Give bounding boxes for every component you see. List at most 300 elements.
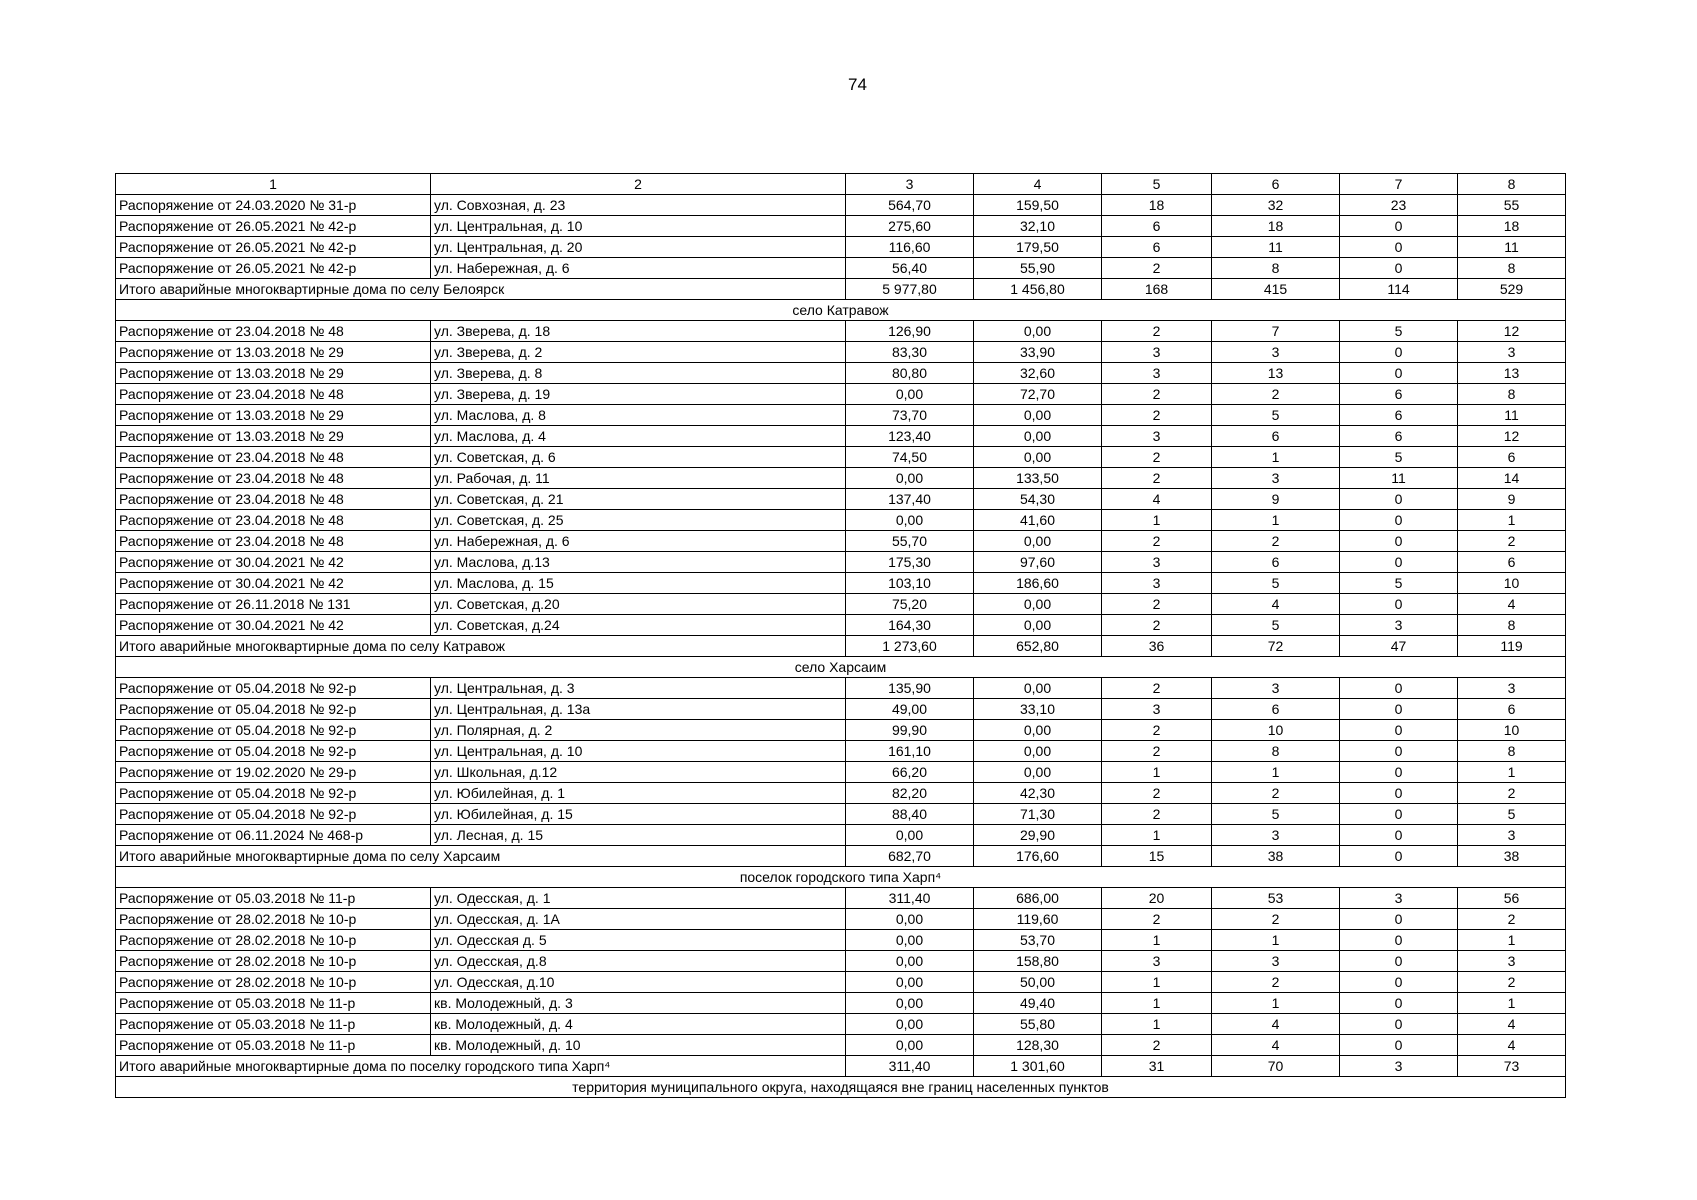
area-cell: 99,90 <box>846 720 974 741</box>
count-cell: 0 <box>1340 363 1458 384</box>
column-header: 3 <box>846 174 974 195</box>
emergency-housing-table <box>115 173 1566 1098</box>
count-cell: 0 <box>1340 720 1458 741</box>
count-cell: 0 <box>1340 762 1458 783</box>
count-cell: 1 <box>1102 930 1212 951</box>
table-row <box>116 615 1566 636</box>
count-cell: 1 <box>1102 510 1212 531</box>
count-cell: 2 <box>1102 531 1212 552</box>
count-cell: 4 <box>1458 1035 1566 1056</box>
order-cell: Распоряжение от 23.04.2018 № 48 <box>116 447 431 468</box>
count-cell: 2 <box>1102 615 1212 636</box>
count-cell: 2 <box>1102 720 1212 741</box>
count-cell: 0 <box>1340 594 1458 615</box>
count-cell: 9 <box>1458 489 1566 510</box>
table-row <box>116 888 1566 909</box>
area-cell: 55,70 <box>846 531 974 552</box>
address-cell: ул. Набережная, д. 6 <box>431 531 846 552</box>
count-cell: 0 <box>1340 678 1458 699</box>
count-cell: 8 <box>1458 384 1566 405</box>
count-cell: 5 <box>1212 615 1340 636</box>
address-cell: ул. Советская, д.24 <box>431 615 846 636</box>
count-cell: 13 <box>1458 363 1566 384</box>
area2-cell: 0,00 <box>974 447 1102 468</box>
section-title: территория муниципального округа, находящаяся вне границ населенных пунктов <box>116 1077 1566 1098</box>
total-value: 0 <box>1340 846 1458 867</box>
table-row <box>116 1014 1566 1035</box>
count-cell: 0 <box>1340 972 1458 993</box>
count-cell: 13 <box>1212 363 1340 384</box>
count-cell: 5 <box>1212 405 1340 426</box>
header-row <box>116 174 1566 195</box>
total-label: Итого аварийные многоквартирные дома по поселку городского типа Харп⁴ <box>116 1056 846 1077</box>
address-cell: ул. Маслова, д.13 <box>431 552 846 573</box>
count-cell: 0 <box>1340 342 1458 363</box>
total-value: 70 <box>1212 1056 1340 1077</box>
order-cell: Распоряжение от 19.02.2020 № 29-р <box>116 762 431 783</box>
table-row <box>116 720 1566 741</box>
address-cell: ул. Одесская, д. 1 <box>431 888 846 909</box>
table-row <box>116 321 1566 342</box>
table-row <box>116 195 1566 216</box>
total-value: 682,70 <box>846 846 974 867</box>
total-value: 5 977,80 <box>846 279 974 300</box>
count-cell: 0 <box>1340 1014 1458 1035</box>
table-row <box>116 405 1566 426</box>
page-number: 74 <box>848 75 867 94</box>
count-cell: 11 <box>1340 468 1458 489</box>
count-cell: 2 <box>1212 972 1340 993</box>
count-cell: 0 <box>1340 993 1458 1014</box>
area-cell: 0,00 <box>846 510 974 531</box>
count-cell: 18 <box>1212 216 1340 237</box>
column-header: 7 <box>1340 174 1458 195</box>
area-cell: 0,00 <box>846 384 974 405</box>
area-cell: 135,90 <box>846 678 974 699</box>
address-cell: кв. Молодежный, д. 10 <box>431 1035 846 1056</box>
count-cell: 3 <box>1102 699 1212 720</box>
area-cell: 80,80 <box>846 363 974 384</box>
count-cell: 0 <box>1340 804 1458 825</box>
section-title: село Харсаим <box>116 657 1566 678</box>
address-cell: ул. Зверева, д. 18 <box>431 321 846 342</box>
order-cell: Распоряжение от 13.03.2018 № 29 <box>116 363 431 384</box>
count-cell: 5 <box>1340 321 1458 342</box>
table-row <box>116 909 1566 930</box>
order-cell: Распоряжение от 23.04.2018 № 48 <box>116 510 431 531</box>
address-cell: ул. Набережная, д. 6 <box>431 258 846 279</box>
count-cell: 53 <box>1212 888 1340 909</box>
count-cell: 3 <box>1458 342 1566 363</box>
area-cell: 0,00 <box>846 1014 974 1035</box>
address-cell: ул. Юбилейная, д. 1 <box>431 783 846 804</box>
count-cell: 1 <box>1458 510 1566 531</box>
address-cell: ул. Советская, д. 6 <box>431 447 846 468</box>
count-cell: 2 <box>1212 783 1340 804</box>
address-cell: ул. Школьная, д.12 <box>431 762 846 783</box>
count-cell: 6 <box>1340 426 1458 447</box>
column-header: 4 <box>974 174 1102 195</box>
order-cell: Распоряжение от 13.03.2018 № 29 <box>116 405 431 426</box>
area2-cell: 42,30 <box>974 783 1102 804</box>
area2-cell: 158,80 <box>974 951 1102 972</box>
table-row <box>116 741 1566 762</box>
count-cell: 8 <box>1212 258 1340 279</box>
area-cell: 56,40 <box>846 258 974 279</box>
count-cell: 8 <box>1458 258 1566 279</box>
area-cell: 175,30 <box>846 552 974 573</box>
address-cell: ул. Советская, д.20 <box>431 594 846 615</box>
address-cell: ул. Юбилейная, д. 15 <box>431 804 846 825</box>
count-cell: 3 <box>1340 615 1458 636</box>
area-cell: 137,40 <box>846 489 974 510</box>
count-cell: 56 <box>1458 888 1566 909</box>
area2-cell: 32,60 <box>974 363 1102 384</box>
count-cell: 5 <box>1340 573 1458 594</box>
section-row <box>116 1077 1566 1098</box>
table-row <box>116 384 1566 405</box>
address-cell: ул. Рабочая, д. 11 <box>431 468 846 489</box>
total-value: 15 <box>1102 846 1212 867</box>
area-cell: 49,00 <box>846 699 974 720</box>
count-cell: 7 <box>1212 321 1340 342</box>
count-cell: 1 <box>1212 447 1340 468</box>
table-row <box>116 930 1566 951</box>
total-value: 176,60 <box>974 846 1102 867</box>
count-cell: 2 <box>1102 783 1212 804</box>
count-cell: 3 <box>1458 951 1566 972</box>
area2-cell: 53,70 <box>974 930 1102 951</box>
address-cell: ул. Одесская, д.10 <box>431 972 846 993</box>
area2-cell: 55,80 <box>974 1014 1102 1035</box>
total-value: 652,80 <box>974 636 1102 657</box>
order-cell: Распоряжение от 05.04.2018 № 92-р <box>116 699 431 720</box>
count-cell: 0 <box>1340 783 1458 804</box>
total-row <box>116 1056 1566 1077</box>
count-cell: 0 <box>1340 552 1458 573</box>
area-cell: 161,10 <box>846 741 974 762</box>
count-cell: 0 <box>1340 237 1458 258</box>
address-cell: ул. Зверева, д. 2 <box>431 342 846 363</box>
area-cell: 0,00 <box>846 1035 974 1056</box>
address-cell: ул. Одесская, д. 1А <box>431 909 846 930</box>
count-cell: 12 <box>1458 321 1566 342</box>
area2-cell: 33,10 <box>974 699 1102 720</box>
count-cell: 0 <box>1340 510 1458 531</box>
order-cell: Распоряжение от 28.02.2018 № 10-р <box>116 972 431 993</box>
count-cell: 5 <box>1212 573 1340 594</box>
count-cell: 0 <box>1340 489 1458 510</box>
count-cell: 4 <box>1212 1035 1340 1056</box>
count-cell: 1 <box>1458 762 1566 783</box>
count-cell: 1 <box>1212 510 1340 531</box>
table-row <box>116 678 1566 699</box>
area2-cell: 0,00 <box>974 321 1102 342</box>
address-cell: ул. Центральная, д. 3 <box>431 678 846 699</box>
order-cell: Распоряжение от 24.03.2020 № 31-р <box>116 195 431 216</box>
count-cell: 6 <box>1102 237 1212 258</box>
count-cell: 18 <box>1102 195 1212 216</box>
area-cell: 311,40 <box>846 888 974 909</box>
count-cell: 2 <box>1212 909 1340 930</box>
count-cell: 4 <box>1102 489 1212 510</box>
total-value: 36 <box>1102 636 1212 657</box>
total-value: 1 301,60 <box>974 1056 1102 1077</box>
total-value: 114 <box>1340 279 1458 300</box>
area2-cell: 0,00 <box>974 405 1102 426</box>
table-row <box>116 489 1566 510</box>
count-cell: 10 <box>1212 720 1340 741</box>
total-label: Итого аварийные многоквартирные дома по селу Катравож <box>116 636 846 657</box>
count-cell: 2 <box>1102 321 1212 342</box>
area-cell: 0,00 <box>846 951 974 972</box>
area-cell: 0,00 <box>846 993 974 1014</box>
section-row <box>116 867 1566 888</box>
count-cell: 5 <box>1340 447 1458 468</box>
column-header: 6 <box>1212 174 1340 195</box>
table-row <box>116 468 1566 489</box>
count-cell: 5 <box>1212 804 1340 825</box>
address-cell: ул. Центральная, д. 10 <box>431 741 846 762</box>
area-cell: 74,50 <box>846 447 974 468</box>
area-cell: 275,60 <box>846 216 974 237</box>
area2-cell: 0,00 <box>974 678 1102 699</box>
count-cell: 5 <box>1458 804 1566 825</box>
area2-cell: 32,10 <box>974 216 1102 237</box>
count-cell: 3 <box>1102 426 1212 447</box>
count-cell: 3 <box>1102 573 1212 594</box>
address-cell: ул. Центральная, д. 20 <box>431 237 846 258</box>
area-cell: 88,40 <box>846 804 974 825</box>
area-cell: 123,40 <box>846 426 974 447</box>
column-header: 8 <box>1458 174 1566 195</box>
area-cell: 126,90 <box>846 321 974 342</box>
count-cell: 10 <box>1458 720 1566 741</box>
count-cell: 2 <box>1212 384 1340 405</box>
count-cell: 9 <box>1212 489 1340 510</box>
table-row <box>116 825 1566 846</box>
table-row <box>116 762 1566 783</box>
count-cell: 2 <box>1102 1035 1212 1056</box>
count-cell: 11 <box>1458 237 1566 258</box>
count-cell: 1 <box>1458 930 1566 951</box>
count-cell: 0 <box>1340 930 1458 951</box>
area2-cell: 0,00 <box>974 762 1102 783</box>
area-cell: 0,00 <box>846 468 974 489</box>
count-cell: 1 <box>1102 825 1212 846</box>
count-cell: 3 <box>1458 678 1566 699</box>
table-row <box>116 363 1566 384</box>
order-cell: Распоряжение от 26.11.2018 № 131 <box>116 594 431 615</box>
order-cell: Распоряжение от 28.02.2018 № 10-р <box>116 930 431 951</box>
address-cell: ул. Совхозная, д. 23 <box>431 195 846 216</box>
column-header: 1 <box>116 174 431 195</box>
total-value: 3 <box>1340 1056 1458 1077</box>
column-header: 2 <box>431 174 846 195</box>
area-cell: 83,30 <box>846 342 974 363</box>
count-cell: 14 <box>1458 468 1566 489</box>
area2-cell: 133,50 <box>974 468 1102 489</box>
total-value: 72 <box>1212 636 1340 657</box>
order-cell: Распоряжение от 28.02.2018 № 10-р <box>116 951 431 972</box>
count-cell: 11 <box>1458 405 1566 426</box>
total-value: 1 456,80 <box>974 279 1102 300</box>
area-cell: 164,30 <box>846 615 974 636</box>
order-cell: Распоряжение от 26.05.2021 № 42-р <box>116 237 431 258</box>
area-cell: 0,00 <box>846 930 974 951</box>
table-row <box>116 699 1566 720</box>
order-cell: Распоряжение от 05.03.2018 № 11-р <box>116 1014 431 1035</box>
address-cell: ул. Центральная, д. 13а <box>431 699 846 720</box>
address-cell: ул. Полярная, д. 2 <box>431 720 846 741</box>
section-title: село Катравож <box>116 300 1566 321</box>
count-cell: 1 <box>1102 762 1212 783</box>
table-row <box>116 804 1566 825</box>
count-cell: 18 <box>1458 216 1566 237</box>
total-row <box>116 636 1566 657</box>
address-cell: ул. Зверева, д. 19 <box>431 384 846 405</box>
table-row <box>116 426 1566 447</box>
total-value: 119 <box>1458 636 1566 657</box>
area2-cell: 179,50 <box>974 237 1102 258</box>
total-value: 47 <box>1340 636 1458 657</box>
area-cell: 73,70 <box>846 405 974 426</box>
count-cell: 3 <box>1102 363 1212 384</box>
area2-cell: 97,60 <box>974 552 1102 573</box>
count-cell: 6 <box>1102 216 1212 237</box>
count-cell: 6 <box>1458 552 1566 573</box>
address-cell: ул. Зверева, д. 8 <box>431 363 846 384</box>
address-cell: ул. Маслова, д. 15 <box>431 573 846 594</box>
count-cell: 0 <box>1340 951 1458 972</box>
count-cell: 3 <box>1102 342 1212 363</box>
area2-cell: 686,00 <box>974 888 1102 909</box>
total-row <box>116 279 1566 300</box>
count-cell: 3 <box>1458 825 1566 846</box>
section-title: поселок городского типа Харп⁴ <box>116 867 1566 888</box>
count-cell: 3 <box>1212 468 1340 489</box>
order-cell: Распоряжение от 26.05.2021 № 42-р <box>116 258 431 279</box>
count-cell: 0 <box>1340 216 1458 237</box>
count-cell: 20 <box>1102 888 1212 909</box>
count-cell: 6 <box>1458 447 1566 468</box>
count-cell: 2 <box>1102 909 1212 930</box>
area2-cell: 0,00 <box>974 594 1102 615</box>
order-cell: Распоряжение от 26.05.2021 № 42-р <box>116 216 431 237</box>
area2-cell: 50,00 <box>974 972 1102 993</box>
count-cell: 6 <box>1212 426 1340 447</box>
table-row <box>116 531 1566 552</box>
column-header: 5 <box>1102 174 1212 195</box>
total-value: 31 <box>1102 1056 1212 1077</box>
order-cell: Распоряжение от 05.04.2018 № 92-р <box>116 741 431 762</box>
count-cell: 6 <box>1212 699 1340 720</box>
order-cell: Распоряжение от 28.02.2018 № 10-р <box>116 909 431 930</box>
count-cell: 4 <box>1458 1014 1566 1035</box>
count-cell: 2 <box>1102 741 1212 762</box>
count-cell: 1 <box>1212 993 1340 1014</box>
count-cell: 6 <box>1340 405 1458 426</box>
table-row <box>116 447 1566 468</box>
address-cell: ул. Советская, д. 25 <box>431 510 846 531</box>
count-cell: 2 <box>1102 258 1212 279</box>
count-cell: 6 <box>1340 384 1458 405</box>
table-row <box>116 237 1566 258</box>
count-cell: 11 <box>1212 237 1340 258</box>
order-cell: Распоряжение от 05.03.2018 № 11-р <box>116 1035 431 1056</box>
count-cell: 32 <box>1212 195 1340 216</box>
count-cell: 2 <box>1212 531 1340 552</box>
order-cell: Распоряжение от 05.04.2018 № 92-р <box>116 804 431 825</box>
count-cell: 1 <box>1458 993 1566 1014</box>
address-cell: ул. Центральная, д. 10 <box>431 216 846 237</box>
count-cell: 2 <box>1102 384 1212 405</box>
count-cell: 3 <box>1212 678 1340 699</box>
address-cell: ул. Маслова, д. 4 <box>431 426 846 447</box>
order-cell: Распоряжение от 05.04.2018 № 92-р <box>116 678 431 699</box>
order-cell: Распоряжение от 05.04.2018 № 92-р <box>116 783 431 804</box>
count-cell: 3 <box>1340 888 1458 909</box>
total-row <box>116 846 1566 867</box>
area-cell: 564,70 <box>846 195 974 216</box>
count-cell: 1 <box>1102 1014 1212 1035</box>
count-cell: 0 <box>1340 741 1458 762</box>
order-cell: Распоряжение от 05.03.2018 № 11-р <box>116 888 431 909</box>
count-cell: 12 <box>1458 426 1566 447</box>
area-cell: 103,10 <box>846 573 974 594</box>
area-cell: 0,00 <box>846 909 974 930</box>
total-value: 1 273,60 <box>846 636 974 657</box>
total-value: 38 <box>1458 846 1566 867</box>
area-cell: 0,00 <box>846 825 974 846</box>
area2-cell: 0,00 <box>974 741 1102 762</box>
table-row <box>116 972 1566 993</box>
count-cell: 0 <box>1340 531 1458 552</box>
address-cell: ул. Одесская д. 5 <box>431 930 846 951</box>
address-cell: кв. Молодежный, д. 3 <box>431 993 846 1014</box>
count-cell: 6 <box>1458 699 1566 720</box>
address-cell: кв. Молодежный, д. 4 <box>431 1014 846 1035</box>
area2-cell: 55,90 <box>974 258 1102 279</box>
table-row <box>116 993 1566 1014</box>
area-cell: 116,60 <box>846 237 974 258</box>
total-label: Итого аварийные многоквартирные дома по селу Харсаим <box>116 846 846 867</box>
count-cell: 0 <box>1340 258 1458 279</box>
area2-cell: 0,00 <box>974 615 1102 636</box>
table-row <box>116 510 1566 531</box>
area2-cell: 0,00 <box>974 426 1102 447</box>
count-cell: 0 <box>1340 699 1458 720</box>
total-value: 415 <box>1212 279 1340 300</box>
total-value: 529 <box>1458 279 1566 300</box>
table-row <box>116 342 1566 363</box>
count-cell: 23 <box>1340 195 1458 216</box>
count-cell: 2 <box>1102 804 1212 825</box>
table-row <box>116 1035 1566 1056</box>
area-cell: 0,00 <box>846 972 974 993</box>
count-cell: 2 <box>1458 909 1566 930</box>
count-cell: 2 <box>1458 783 1566 804</box>
table-row <box>116 573 1566 594</box>
table-row <box>116 951 1566 972</box>
count-cell: 8 <box>1212 741 1340 762</box>
order-cell: Распоряжение от 23.04.2018 № 48 <box>116 489 431 510</box>
count-cell: 2 <box>1102 405 1212 426</box>
table-row <box>116 594 1566 615</box>
count-cell: 2 <box>1458 972 1566 993</box>
count-cell: 2 <box>1102 447 1212 468</box>
order-cell: Распоряжение от 05.03.2018 № 11-р <box>116 993 431 1014</box>
